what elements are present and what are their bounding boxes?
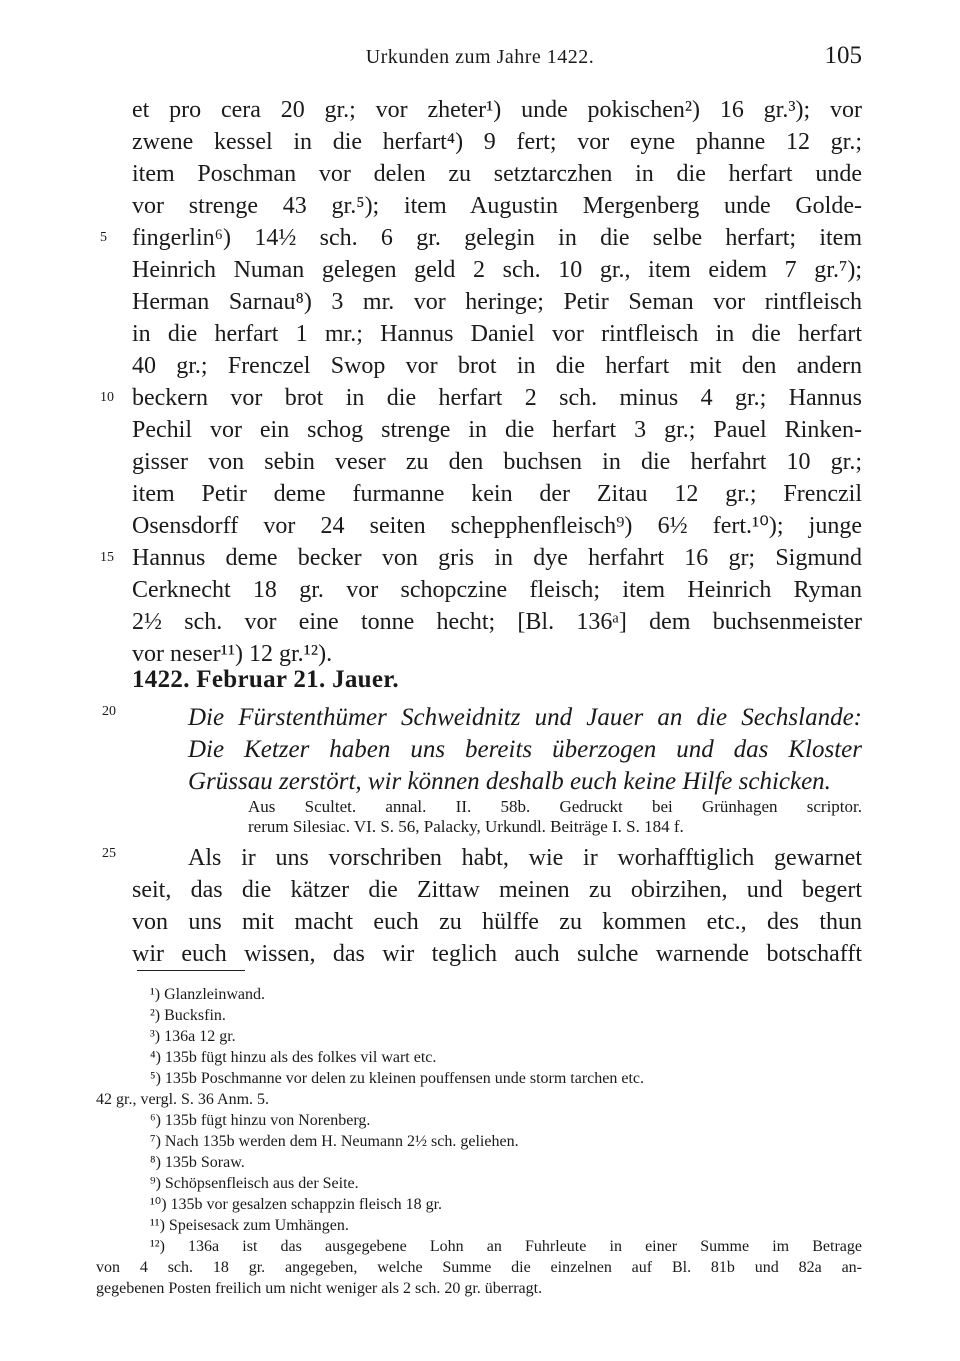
body-line: 2½ sch. vor eine tonne hecht; [Bl. 136ᵃ] dem buchsenmeister (132, 609, 862, 635)
footnote: gegebenen Posten freilich um nicht weniger als 2 sch. 20 gr. überragt. (96, 1280, 543, 1297)
body-line: 40 gr.; Frenczel Swop vor brot in die herfart mit den andern (132, 353, 862, 379)
footnote: ³) 136a 12 gr. (150, 1028, 236, 1045)
body-line: et pro cera 20 gr.; vor zheter¹) unde pokischen²) 16 gr.³); vor (132, 97, 862, 123)
page-number: 105 (824, 42, 862, 69)
body-line: in die herfart 1 mr.; Hannus Daniel vor rintfleisch in die herfart (132, 321, 862, 347)
document-text-line: Als ir uns vorschriben habt, wie ir worhafftiglich gewarnet (188, 845, 862, 871)
document-text-line: von uns mit macht euch zu hülffe zu kommen etc., des thun (132, 909, 862, 935)
line-number: 25 (102, 846, 116, 861)
body-line: fingerlin⁶) 14½ sch. 6 gr. gelegin in die selbe herfart; item (132, 225, 862, 251)
source-line: rerum Silesiac. VI. S. 56, Palacky, Urkundl. Beiträge I. S. 184 f. (248, 817, 684, 836)
summary-line: Die Ketzer haben uns bereits überzogen und das Kloster (188, 736, 862, 763)
footnote: ¹⁰) 135b vor gesalzen schappzin fleisch 18 gr. (150, 1196, 443, 1213)
line-number: 10 (100, 390, 114, 405)
document-text-line: seit, das die kätzer die Zittaw meinen zu obirzihen, und begert (132, 877, 862, 903)
body-line: beckern vor brot in die herfart 2 sch. minus 4 gr.; Hannus (132, 385, 862, 411)
body-line: Herman Sarnau⁸) 3 mr. vor heringe; Petir Seman vor rintfleisch (132, 289, 862, 315)
footnote: ⁶) 135b fügt hinzu von Norenberg. (150, 1112, 371, 1129)
body-line: Osensdorff vor 24 seiten schepphenfleisch⁹) 6½ fert.¹⁰); junge (132, 513, 862, 539)
footnote: ⁷) Nach 135b werden dem H. Neumann 2½ sch. geliehen. (150, 1133, 519, 1150)
body-line: Heinrich Numan gelegen geld 2 sch. 10 gr., item eidem 7 gr.⁷); (132, 257, 862, 283)
footnote: 42 gr., vergl. S. 36 Anm. 5. (96, 1091, 270, 1108)
body-line: vor neser¹¹) 12 gr.¹²). (132, 641, 333, 667)
body-line: Cerknecht 18 gr. vor schopczine fleisch; item Heinrich Ryman (132, 577, 862, 603)
running-head: Urkunden zum Jahre 1422. (365, 46, 595, 68)
body-line: Pechil vor ein schog strenge in die herfart 3 gr.; Pauel Rinken- (132, 417, 862, 443)
summary-line: Grüssau zerstört, wir können deshalb euch keine Hilfe schicken. (188, 768, 831, 795)
footnote: ²) Bucksfin. (150, 1007, 226, 1024)
body-line: item Petir deme furmanne kein der Zitau 12 gr.; Frenczil (132, 481, 862, 507)
footnote: ⁹) Schöpsenfleisch aus der Seite. (150, 1175, 359, 1192)
body-line: item Poschman vor delen zu setztarczhen in die herfart unde (132, 161, 862, 187)
footnote: ¹¹) Speisesack zum Umhängen. (150, 1217, 349, 1234)
footnote: ¹²) 136a ist das ausgegebene Lohn an Fuhrleute in einer Summe im Betrage (150, 1238, 862, 1255)
line-number: 5 (100, 230, 107, 245)
footnote: ⁵) 135b Poschmanne vor delen zu kleinen pouffensen unde storm tarchen etc. (150, 1070, 645, 1087)
document-text-line: wir euch wissen, das wir teglich auch sulche warnende botschafft (132, 941, 862, 967)
body-line: zwene kessel in die herfart⁴) 9 fert; vor eyne phanne 12 gr.; (132, 129, 862, 155)
footnote-rule (137, 970, 245, 971)
footnote: ⁴) 135b fügt hinzu als des folkes vil wart etc. (150, 1049, 437, 1066)
document-heading: 1422. Februar 21. Jauer. (132, 666, 399, 693)
page-header (0, 40, 960, 80)
footnote: ¹) Glanzleinwand. (150, 986, 265, 1003)
source-line: Aus Scultet. annal. II. 58b. Gedruckt bei Grünhagen scriptor. (248, 797, 862, 816)
body-line: gisser von sebin veser zu den buchsen in die herfahrt 10 gr.; (132, 449, 862, 475)
body-line: Hannus deme becker von gris in dye herfahrt 16 gr; Sigmund (132, 545, 862, 571)
footnote: ⁸) 135b Soraw. (150, 1154, 245, 1171)
line-number: 20 (102, 704, 116, 719)
footnote: von 4 sch. 18 gr. angegeben, welche Summe die einzelnen auf Bl. 81b und 82a an- (96, 1259, 862, 1276)
summary-line: Die Fürstenthümer Schweidnitz und Jauer an die Sechslande: (188, 704, 862, 731)
body-line: vor strenge 43 gr.⁵); item Augustin Mergenberg unde Golde- (132, 193, 862, 219)
line-number: 15 (100, 550, 114, 565)
